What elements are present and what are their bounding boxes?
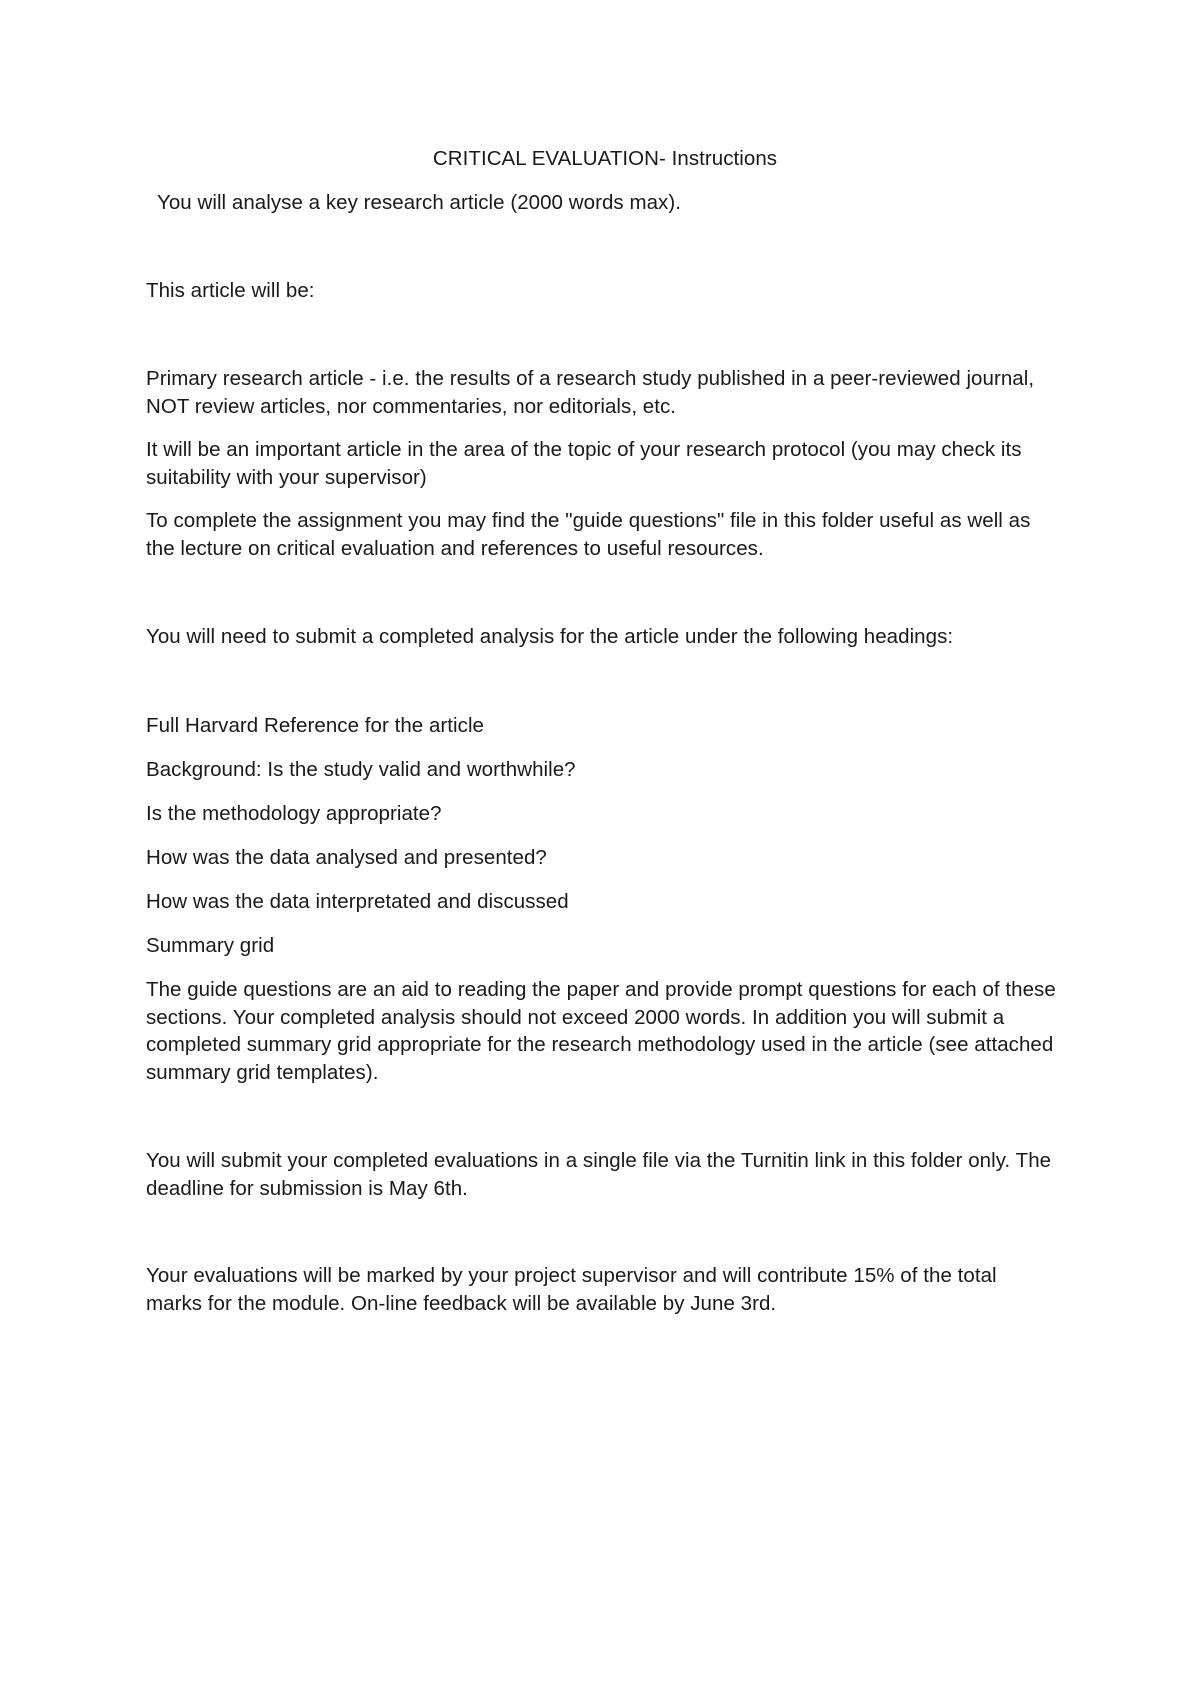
heading-item: Summary grid: [146, 934, 275, 957]
submit-headings-paragraph: You will need to submit a completed analysis for the article under the following headings:: [146, 625, 954, 648]
primary-research-paragraph: Primary research article - i.e. the results of a research study published in a peer-reviewed journal, NOT review articles, nor commentaries, nor editorials, etc.: [146, 367, 1035, 418]
guide-questions-paragraph: To complete the assignment you may find the "guide questions" file in this folder useful as well as the lecture on critical evaluation and references to useful resources.: [146, 509, 1031, 560]
heading-item: Background: Is the study valid and worthwhile?: [146, 758, 576, 781]
heading-item: Is the methodology appropriate?: [146, 802, 442, 825]
heading-item: How was the data analysed and presented?: [146, 846, 547, 869]
submission-paragraph: You will submit your completed evaluations in a single file via the Turnitin link in this folder only. The deadline for submission is May 6th.: [146, 1149, 1052, 1200]
heading-item: How was the data interpretated and discussed: [146, 890, 569, 913]
important-article-paragraph: It will be an important article in the area of the topic of your research protocol (you may check its suitability with your supervisor): [146, 438, 1022, 489]
intro-paragraph: You will analyse a key research article (2000 words max).: [157, 191, 681, 214]
marking-paragraph: Your evaluations will be marked by your project supervisor and will contribute 15% of the total marks for the module. On-line feedback will be available by June 3rd.: [146, 1264, 997, 1315]
article-will-be-paragraph: This article will be:: [146, 279, 315, 302]
document-title: CRITICAL EVALUATION- Instructions: [432, 147, 778, 170]
heading-item: Full Harvard Reference for the article: [146, 714, 485, 737]
guide-aid-paragraph: The guide questions are an aid to reading the paper and provide prompt questions for each of these sections. Your completed analysis should not exceed 2000 words. In addition you will submit a completed summary grid appropriate for the research methodology used in the article (see attached summary grid templates).: [146, 978, 1056, 1084]
